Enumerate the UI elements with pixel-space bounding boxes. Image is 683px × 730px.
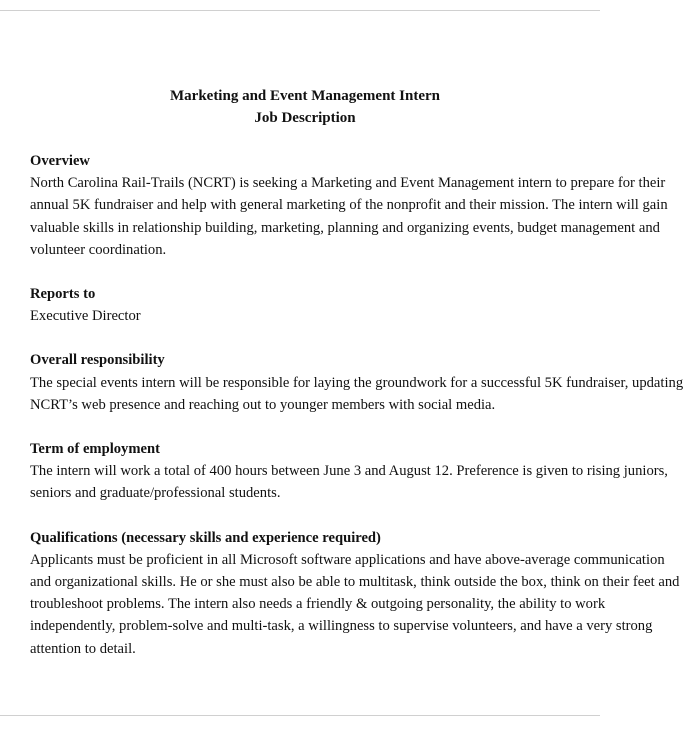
section-reports-to [30, 283, 578, 327]
page-bottom-edge [0, 715, 600, 730]
document-subtitle: Job Description [254, 110, 356, 126]
paragraph-line: The intern will work a total of 400 hours between June 3 and August 12. Preference is given to rising juniors, [30, 463, 668, 480]
paragraph-line: annual 5K fundraiser and help with general marketing of the nonprofit and their mission. The intern will gain [30, 197, 668, 214]
document-body [30, 150, 683, 660]
paragraph-line: The special events intern will be responsible for laying the groundwork for a successful 5K fundraiser, updating [30, 374, 683, 391]
section-overview [30, 150, 668, 261]
paragraph-line: North Carolina Rail-Trails (NCRT) is seeking a Marketing and Event Management intern to prepare for their [30, 175, 666, 192]
section-heading: Overview [30, 153, 90, 169]
paragraph-line: Applicants must be proficient in all Microsoft software applications and have above-average communication [30, 551, 665, 568]
section-heading: Reports to [30, 286, 96, 303]
page-top-edge [0, 0, 600, 11]
section-heading: Term of employment [30, 441, 160, 458]
document-header [0, 85, 610, 129]
paragraph-line: independently, problem-solve and multi-task, a willingness to supervise volunteers, and have a very strong [30, 618, 653, 635]
paragraph-line: Executive Director [30, 308, 141, 325]
paragraph-line: attention to detail. [30, 640, 136, 657]
section-overall-responsibility [30, 349, 683, 416]
document-title: Marketing and Event Management Intern [170, 88, 440, 104]
paragraph-line: and organizational skills. He or she must also be able to multitask, think outside the box, think on their feet and [30, 574, 680, 591]
paragraph-line: troubleshoot problems. The intern also needs a friendly & outgoing personality, the ability to work [30, 596, 606, 613]
section-heading: Overall responsibility [30, 352, 165, 369]
paragraph-line: NCRT’s web presence and reaching out to younger members with social media. [30, 396, 496, 413]
paragraph-line: seniors and graduate/professional students. [30, 485, 281, 502]
paragraph-line: volunteer coordination. [30, 241, 167, 258]
section-qualifications [30, 527, 680, 660]
section-heading: Qualifications (necessary skills and experience required) [30, 529, 381, 546]
paragraph-line: valuable skills in relationship building, marketing, planning and organizing events, budget management and [30, 219, 660, 236]
section-term-of-employment [30, 438, 668, 505]
